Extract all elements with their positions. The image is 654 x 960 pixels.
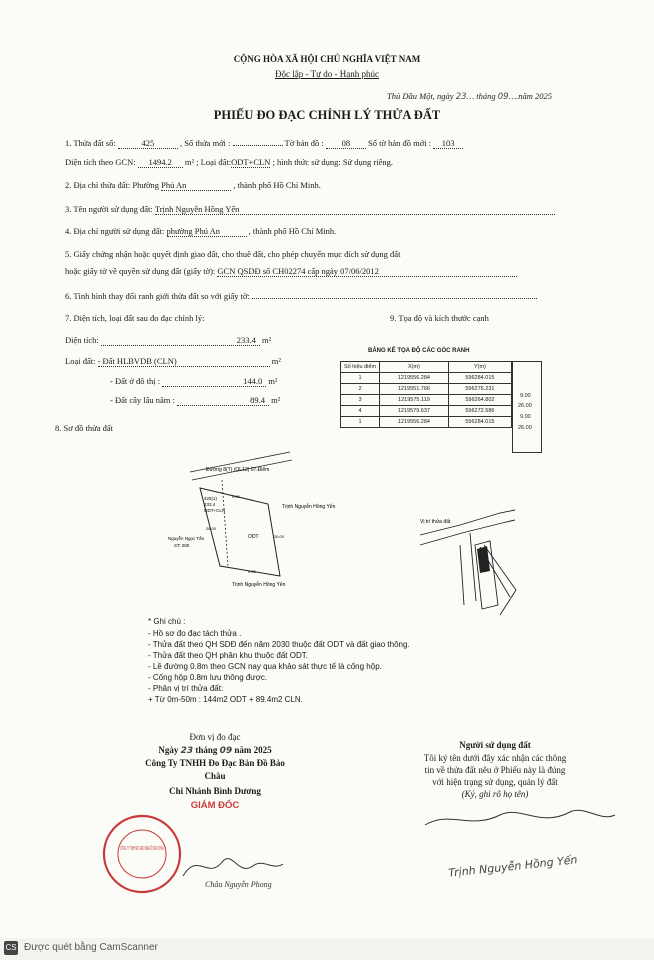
line-certificate-2: hoặc giấy tờ về quyền sử dụng đất (giấy tờ): GCN QSDĐ số CH02274 cấp ngày 07/06/2012 [65,266,517,277]
dim-left: 26.00 [206,526,217,531]
motto: Độc lập - Tự do - Hạnh phúc [275,69,379,79]
col-point: Số hiệu điểm [341,362,380,373]
coord-table [340,361,512,428]
stamp-text: CÔNG TY TNHH ĐO ĐẠC BẢN ĐỒ BẢO CHÂU [120,846,227,852]
table-row: 3 1219575.119 596264.802 [341,395,512,406]
list-item: - Thửa đất theo QH phân khu thuộc đất ODT. [148,651,308,660]
section-8: 8. Sơ đồ thửa đất [55,423,113,433]
company-name-2: Châu [204,771,226,781]
parcel-type: ODT+CLN [204,508,226,513]
coord-table-header [341,362,512,373]
road-line [460,545,464,605]
page-title: PHIẾU ĐO ĐẠC CHỈNH LÝ THỬA ĐẤT [213,108,441,122]
scanner-text: Được quét bằng CamScanner [24,942,158,953]
owner-signature-scribble [420,800,620,840]
section-9: 9. Tọa độ và kích thước cạnh [390,313,489,323]
line-perennial-land: - Đất cây lâu năm : 89.4 m² [110,395,281,405]
neighbor-bottom: Trịnh Nguyễn Hồng Yến [232,582,286,588]
company-stamp [100,812,227,896]
location-label: Vị trí thửa đất [420,519,451,525]
list-item: - Hồ sơ đo đạc tách thửa . [148,629,242,638]
owner-confirm-2: tin về thửa đất nêu ở Phiếu này là đúng [424,765,566,775]
camscanner-logo-icon: CS [4,941,18,955]
owner-confirm-1: Tôi ký tên dưới đây xác nhận các thông [423,753,567,763]
coord-table-title: BẢNG KÊ TỌA ĐỘ CÁC GÓC RANH [368,348,470,354]
owner-confirm-3: với hiện trạng sử dụng, quản lý đất [432,777,558,787]
line-area: Diện tích theo GCN: 1494.2 m² ; Loại đất:ODT+CLN ; hình thức sử dụng: Sử dụng riêng. [65,157,394,167]
company-name: Công Ty TNHH Đo Đạc Bản Đồ Bảo [145,758,285,768]
line-land-type: Loại đất: - Đất HLBVDB (CLN) m² [65,356,281,366]
survey-date: Ngày 23 tháng 09 năm 2025 [158,745,272,756]
list-item: + Từ 0m-50m : 144m2 ODT + 89.4m2 CLN. [148,695,303,704]
parcel-area: 233.4 [204,502,216,507]
line-owner: 3. Tên người sử dụng đất: Trịnh Nguyễn Hồng Yến [65,204,555,215]
line-parcel: 1. Thửa đất số: 425 , Số thửa mới : Tờ bản đồ : 08 Số tờ bản đồ mới : 103 [65,138,463,149]
table-row: 1 1219556.284 596284.015 [341,373,512,384]
survey-unit-label: Đơn vị đo đạc [189,732,241,742]
place-date: Thủ Dầu Một, ngày 23… tháng 09….năm 2025 [387,91,553,102]
col-x: X(m) [380,362,449,373]
line-owner-address: 4. Địa chỉ người sử dụng đất: phường Phú An , thành phố Hồ Chí Minh. [65,226,337,236]
odt-label: ODT [248,534,259,540]
line-total-area: Diện tích: 233.4 m² [65,335,272,345]
director-title: GIÁM ĐỐC [190,800,240,811]
line-boundary-change: 6. Tình hình thay đổi ranh giới thửa đất so với giấy tờ: [65,291,537,301]
table-row: 2 1219551.766 596276.231 [341,384,512,395]
scanner-footer [0,938,654,960]
table-row: 4 1219579.637 596272.586 [341,406,512,417]
owner-sign-hint: (Ký, ghi rõ họ tên) [461,789,529,799]
dim-side: 26.00 [274,534,285,539]
line-address: 2. Địa chỉ thửa đất: Phường Phú An , thành phố Hồ Chí Minh. [65,180,321,190]
edge-length: 26.00 [518,403,532,409]
section-7: 7. Diện tích, loại đất sau đo đạc chỉnh lý: [65,313,205,323]
edge-length: 9.00 [520,393,531,399]
table-row: 1 1219556.284 596284.015 [341,417,512,428]
list-item: - Cống hộp 0.8m lưu thông được. [148,673,268,682]
road-label: Đường 8(T) (QL13) 07.Điểm [206,467,270,473]
owner-title: Người sử dụng đất [459,740,531,750]
line-urban-land: - Đất ở đô thị : 144.0 m² [110,376,278,386]
list-item: - Lề đường 0.8m theo GCN nay qua khảo sát thực tế là cống hộp. [148,662,382,671]
neighbor-left: Nguyễn Ngọc Tấn [168,536,205,541]
neighbor-left-sub: ST: 280 [174,543,190,548]
nation-title: CỘNG HÒA XÃ HỘI CHỦ NGHĨA VIỆT NAM [233,54,421,64]
edge-length-column [512,361,542,453]
parcel-sketch [170,440,370,600]
list-item: - Phân vị trí thửa đất: [148,684,224,693]
edge-length: 26.00 [518,425,532,431]
dim-top: 9.00 [232,494,240,499]
neighbor-right: Trịnh Nguyễn Hồng Yến [282,504,336,510]
dim-bottom: 9.00 [248,569,256,574]
edge-length: 9.00 [520,414,531,420]
line-certificate: 5. Giấy chứng nhận hoặc quyết định giao đất, cho thuê đất, cho phép chuyển mục đích sử dụng đất [65,249,401,259]
road-line [470,533,476,601]
director-name: Châu Nguyễn Phong [205,880,272,889]
parcel-divider [222,480,228,566]
notes-title: * Ghi chú : [148,617,186,626]
col-y: Y(m) [448,362,511,373]
location-map [420,505,540,620]
list-item: - Thửa đất theo QH SDĐ đến năm 2030 thuộc đất ODT và đất giao thông. [148,640,410,649]
notes-list [148,628,448,705]
owner-signature-name: Trịnh Nguyễn Hồng Yến [447,853,579,880]
branch-name: Chi Nhánh Bình Dương [169,786,261,796]
parcel-number: 425(1) [204,496,218,501]
